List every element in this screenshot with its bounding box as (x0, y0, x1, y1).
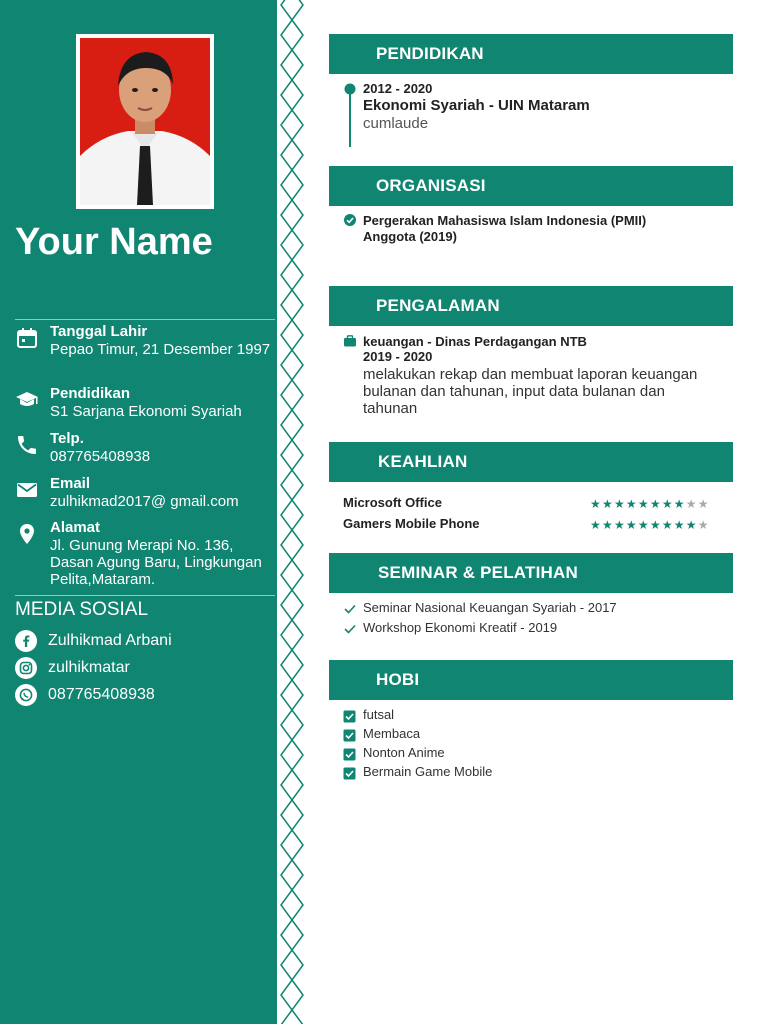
address-label: Alamat (50, 519, 101, 536)
section-header-organisasi (329, 166, 733, 206)
section-header-keahlian (329, 442, 733, 482)
phone-icon (15, 433, 39, 457)
pendidikan-school: Ekonomi Syariah - UIN Mataram (363, 97, 590, 114)
star-filled-icon: ★ (601, 518, 614, 532)
whatsapp-number: 087765408938 (48, 686, 155, 703)
hobi-item: Nonton Anime (363, 745, 445, 760)
profile-name: Your Name (15, 221, 213, 263)
skill-rating (590, 518, 710, 532)
star-filled-icon: ★ (661, 518, 674, 532)
phone-label: Telp. (50, 430, 84, 447)
contact-email (15, 475, 275, 515)
skill-rating (590, 497, 710, 511)
birth-value: Pepao Timur, 21 Desember 1997 (50, 341, 271, 358)
seminar-item: Workshop Ekonomi Kreatif - 2019 (363, 620, 558, 635)
seminar-item: Seminar Nasional Keuangan Syariah - 2017 (363, 600, 617, 615)
check-circle-icon (343, 213, 357, 227)
section-header-hobi (329, 660, 733, 700)
star-filled-icon: ★ (590, 518, 602, 532)
timeline-icon (343, 83, 357, 147)
media-title: MEDIA SOSIAL (15, 599, 149, 620)
social-facebook[interactable] (15, 630, 265, 652)
hobi-item: Bermain Game Mobile (363, 764, 493, 779)
star-filled-icon: ★ (625, 497, 638, 511)
contact-birth (15, 323, 275, 373)
star-empty-icon: ★ (685, 497, 698, 511)
pendidikan-note: cumlaude (363, 115, 429, 132)
social-whatsapp[interactable] (15, 684, 265, 706)
hobi-heading: HOBI (376, 670, 420, 689)
star-filled-icon: ★ (673, 497, 686, 511)
organisasi-name: Pergerakan Mahasiswa Islam Indonesia (PMII) (363, 213, 647, 228)
star-filled-icon: ★ (685, 518, 698, 532)
star-filled-icon: ★ (601, 497, 614, 511)
profile-photo (76, 34, 214, 209)
checkbox-icon (343, 729, 356, 742)
checkbox-icon (343, 748, 356, 761)
address-value: Jl. Gunung Merapi No. 136, Dasan Agung Baru, Lingkungan Pelita,Mataram. (50, 537, 262, 588)
section-header-pengalaman (329, 286, 733, 326)
phone-value: 087765408938 (50, 448, 151, 465)
section-header-pendidikan (329, 34, 733, 74)
organisasi-role: Anggota (2019) (363, 229, 457, 244)
star-filled-icon: ★ (637, 497, 650, 511)
pengalaman-desc-line: tahunan (363, 400, 418, 417)
hobi-item: Membaca (363, 726, 421, 741)
seminar-heading: SEMINAR & PELATIHAN (378, 563, 578, 582)
hobi-item: futsal (363, 707, 395, 722)
star-filled-icon: ★ (649, 497, 662, 511)
email-value: zulhikmad2017@ gmail.com (50, 493, 239, 510)
email-label: Email (50, 475, 91, 492)
pengalaman-desc-line: melakukan rekap dan membuat laporan keuangan (363, 366, 698, 383)
star-empty-icon: ★ (697, 518, 710, 532)
sidebar-divider (15, 319, 275, 320)
pengalaman-heading: PENGALAMAN (376, 296, 500, 315)
star-filled-icon: ★ (661, 497, 674, 511)
briefcase-icon (343, 335, 357, 347)
facebook-icon (15, 630, 37, 652)
pengalaman-title: keuangan - Dinas Perdagangan NTB (363, 334, 587, 349)
education-label: Pendidikan (50, 385, 131, 402)
star-filled-icon: ★ (613, 497, 626, 511)
contact-address (15, 519, 275, 591)
organisasi-heading: ORGANISASI (376, 176, 486, 195)
star-filled-icon: ★ (637, 518, 650, 532)
graduation-cap-icon (15, 388, 39, 412)
birth-label: Tanggal Lahir (50, 323, 148, 340)
section-header-seminar (329, 553, 733, 593)
star-filled-icon: ★ (613, 518, 626, 532)
star-filled-icon: ★ (590, 497, 602, 511)
pendidikan-years: 2012 - 2020 (363, 81, 433, 96)
pengalaman-years: 2019 - 2020 (363, 349, 433, 364)
location-pin-icon (15, 522, 39, 546)
instagram-icon (15, 657, 37, 679)
envelope-icon (15, 478, 39, 502)
contact-phone (15, 430, 275, 470)
skill-name: Gamers Mobile Phone (343, 516, 480, 531)
social-instagram[interactable] (15, 657, 265, 679)
star-filled-icon: ★ (649, 518, 662, 532)
checkbox-icon (343, 767, 356, 780)
pendidikan-heading: PENDIDIKAN (376, 44, 484, 63)
keahlian-heading: KEAHLIAN (378, 452, 468, 471)
star-filled-icon: ★ (625, 518, 638, 532)
star-filled-icon: ★ (673, 518, 686, 532)
checkmark-icon (343, 623, 357, 635)
decorative-divider (277, 0, 308, 1024)
sidebar-divider (15, 595, 275, 596)
skill-name: Microsoft Office (343, 495, 442, 510)
sidebar (0, 0, 277, 1024)
checkbox-icon (343, 710, 356, 723)
contact-education (15, 385, 275, 425)
instagram-name: zulhikmatar (48, 659, 130, 676)
whatsapp-icon (15, 684, 37, 706)
calendar-icon (15, 326, 39, 350)
facebook-name: Zulhikmad Arbani (48, 632, 172, 649)
education-value: S1 Sarjana Ekonomi Syariah (50, 403, 242, 420)
pengalaman-desc-line: bulanan dan tahunan, input data bulanan dan (363, 383, 665, 400)
star-empty-icon: ★ (697, 497, 710, 511)
checkmark-icon (343, 603, 357, 615)
